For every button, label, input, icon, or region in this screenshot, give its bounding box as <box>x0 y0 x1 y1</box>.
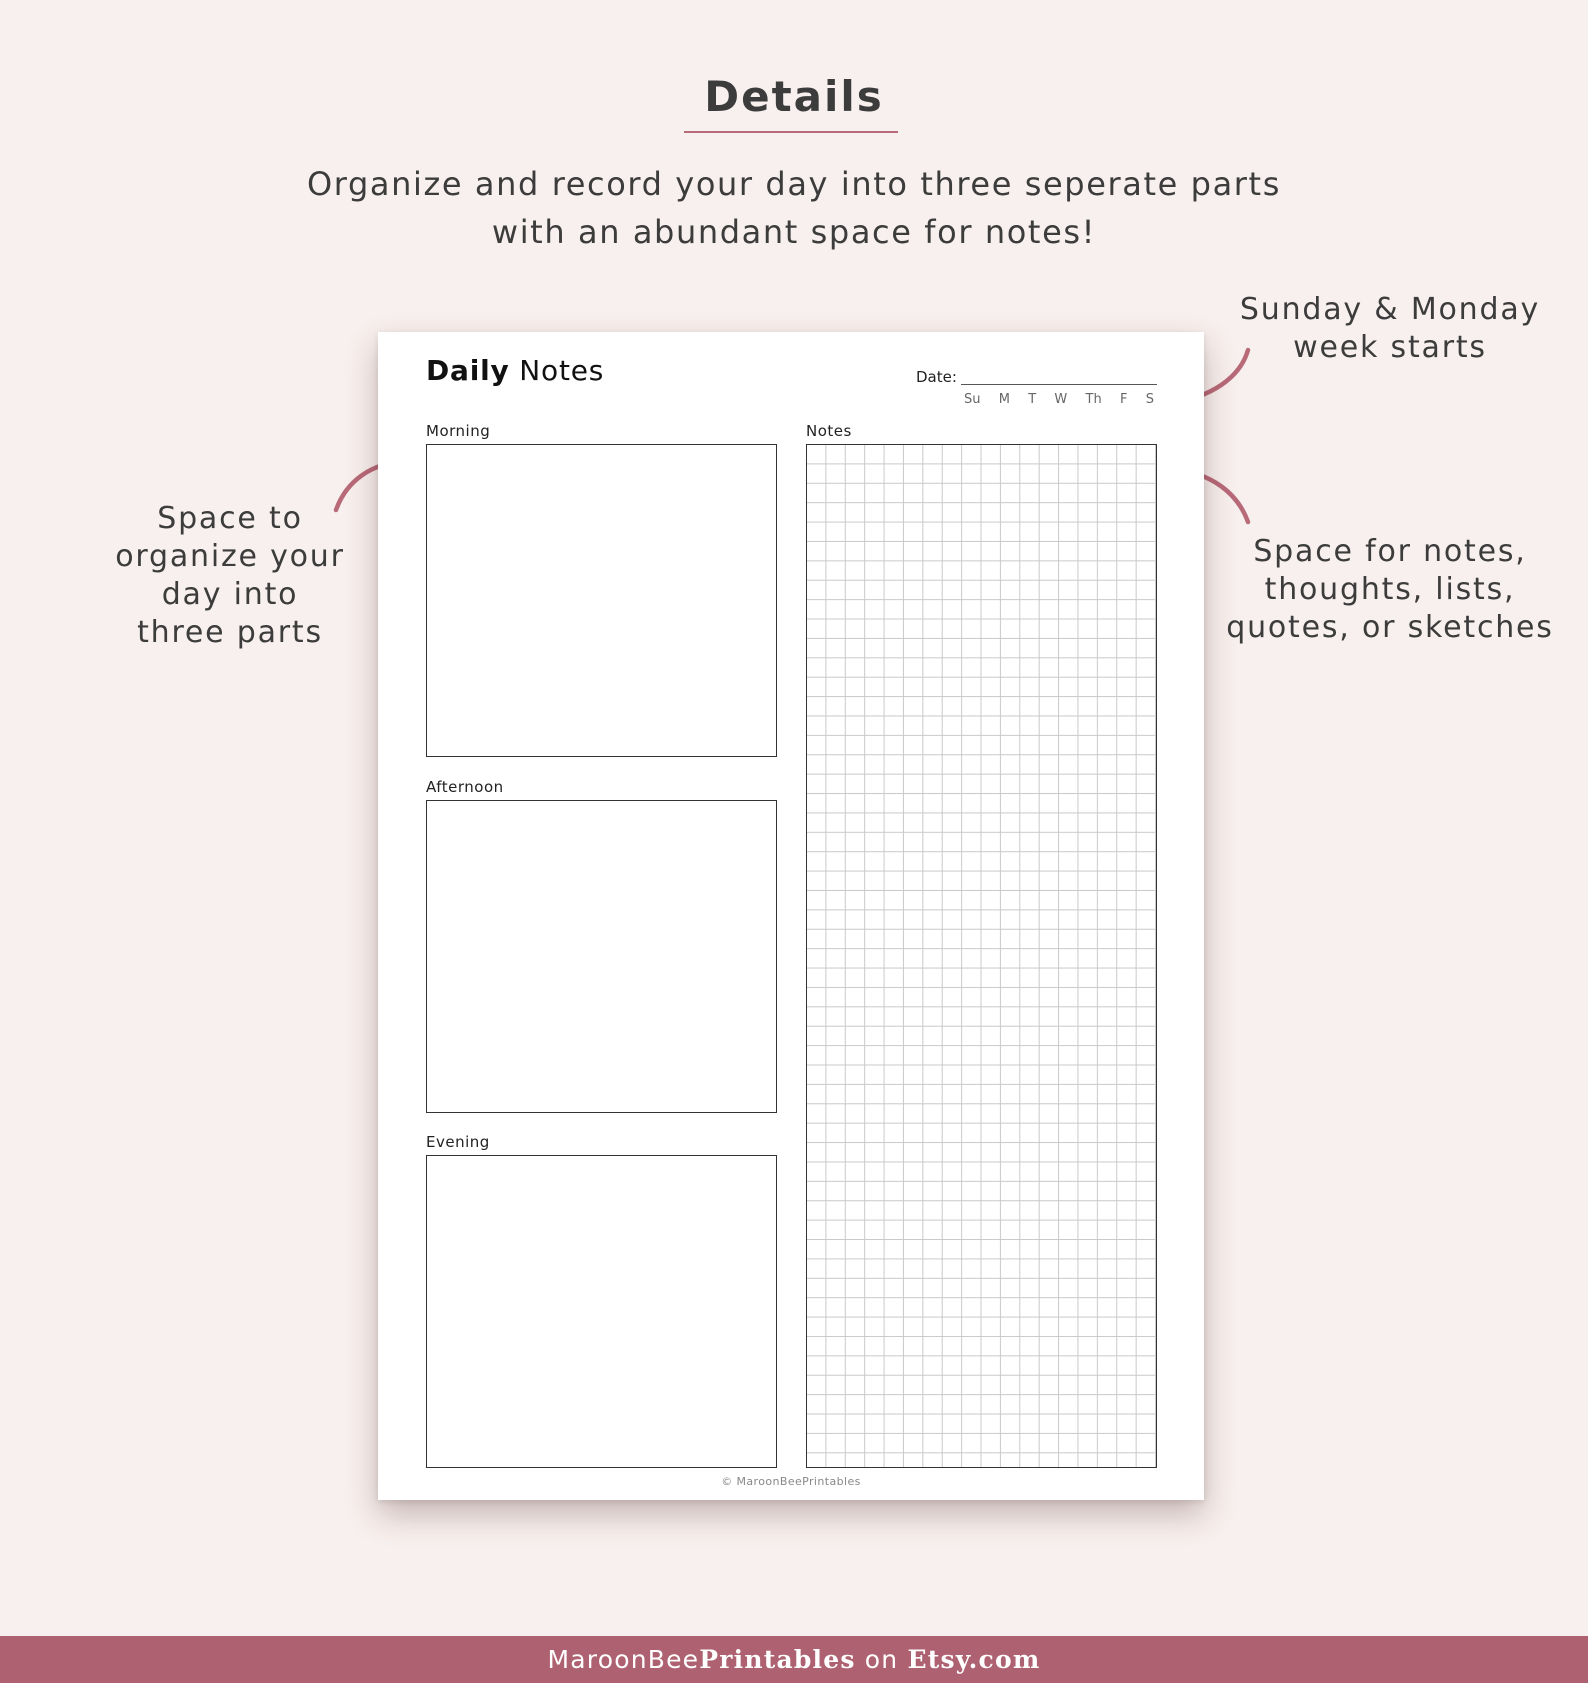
subtitle-line-2: with an abundant space for notes! <box>491 213 1097 251</box>
weekday-label: W <box>1054 392 1068 407</box>
weekday-row <box>964 392 1154 407</box>
callout-line: Space to <box>157 501 303 536</box>
afternoon-label: Afternoon <box>426 778 504 796</box>
date-label: Date: <box>916 368 957 386</box>
weekday-label: T <box>1028 392 1037 407</box>
page-title: Details <box>704 72 884 121</box>
morning-label: Morning <box>426 422 491 440</box>
footer-etsy-link[interactable]: Etsy.com <box>907 1645 1041 1674</box>
footer-banner <box>0 1636 1588 1683</box>
callout-notes-space <box>1210 533 1570 647</box>
callout-line: day into <box>161 577 299 612</box>
callout-line: Space for notes, <box>1253 534 1527 569</box>
sheet-title <box>426 354 604 387</box>
callout-line: week starts <box>1293 330 1487 365</box>
planner-sheet <box>378 332 1204 1500</box>
callout-line: thoughts, lists, <box>1264 572 1516 607</box>
sheet-title-bold: Daily <box>426 354 510 387</box>
sheet-title-rest: Notes <box>519 354 605 387</box>
callout-line: three parts <box>137 615 323 650</box>
callout-week-starts <box>1220 291 1560 367</box>
page-subtitle <box>0 160 1588 256</box>
footer-brand-suffix: Printables <box>699 1645 856 1674</box>
weekday-label: S <box>1145 392 1154 407</box>
footer-on: on <box>855 1645 908 1674</box>
afternoon-box <box>426 800 777 1113</box>
callout-line: Sunday & Monday <box>1239 292 1541 327</box>
title-underline <box>684 131 898 133</box>
copyright: © MaroonBeePrintables <box>721 1475 861 1488</box>
notes-grid <box>806 444 1157 1468</box>
weekday-label: M <box>998 392 1010 407</box>
evening-label: Evening <box>426 1133 490 1151</box>
morning-box <box>426 444 777 757</box>
weekday-label: Su <box>964 392 981 407</box>
subtitle-line-1: Organize and record your day into three seperate parts <box>307 165 1281 203</box>
date-line <box>961 384 1157 385</box>
weekday-label: Th <box>1085 392 1102 407</box>
callout-line: quotes, or sketches <box>1226 610 1554 645</box>
footer-brand-name: MaroonBee <box>547 1645 700 1674</box>
notes-label: Notes <box>806 422 852 440</box>
weekday-label: F <box>1119 392 1128 407</box>
evening-box <box>426 1155 777 1468</box>
callout-three-parts <box>90 500 370 652</box>
callout-line: organize your <box>115 539 345 574</box>
